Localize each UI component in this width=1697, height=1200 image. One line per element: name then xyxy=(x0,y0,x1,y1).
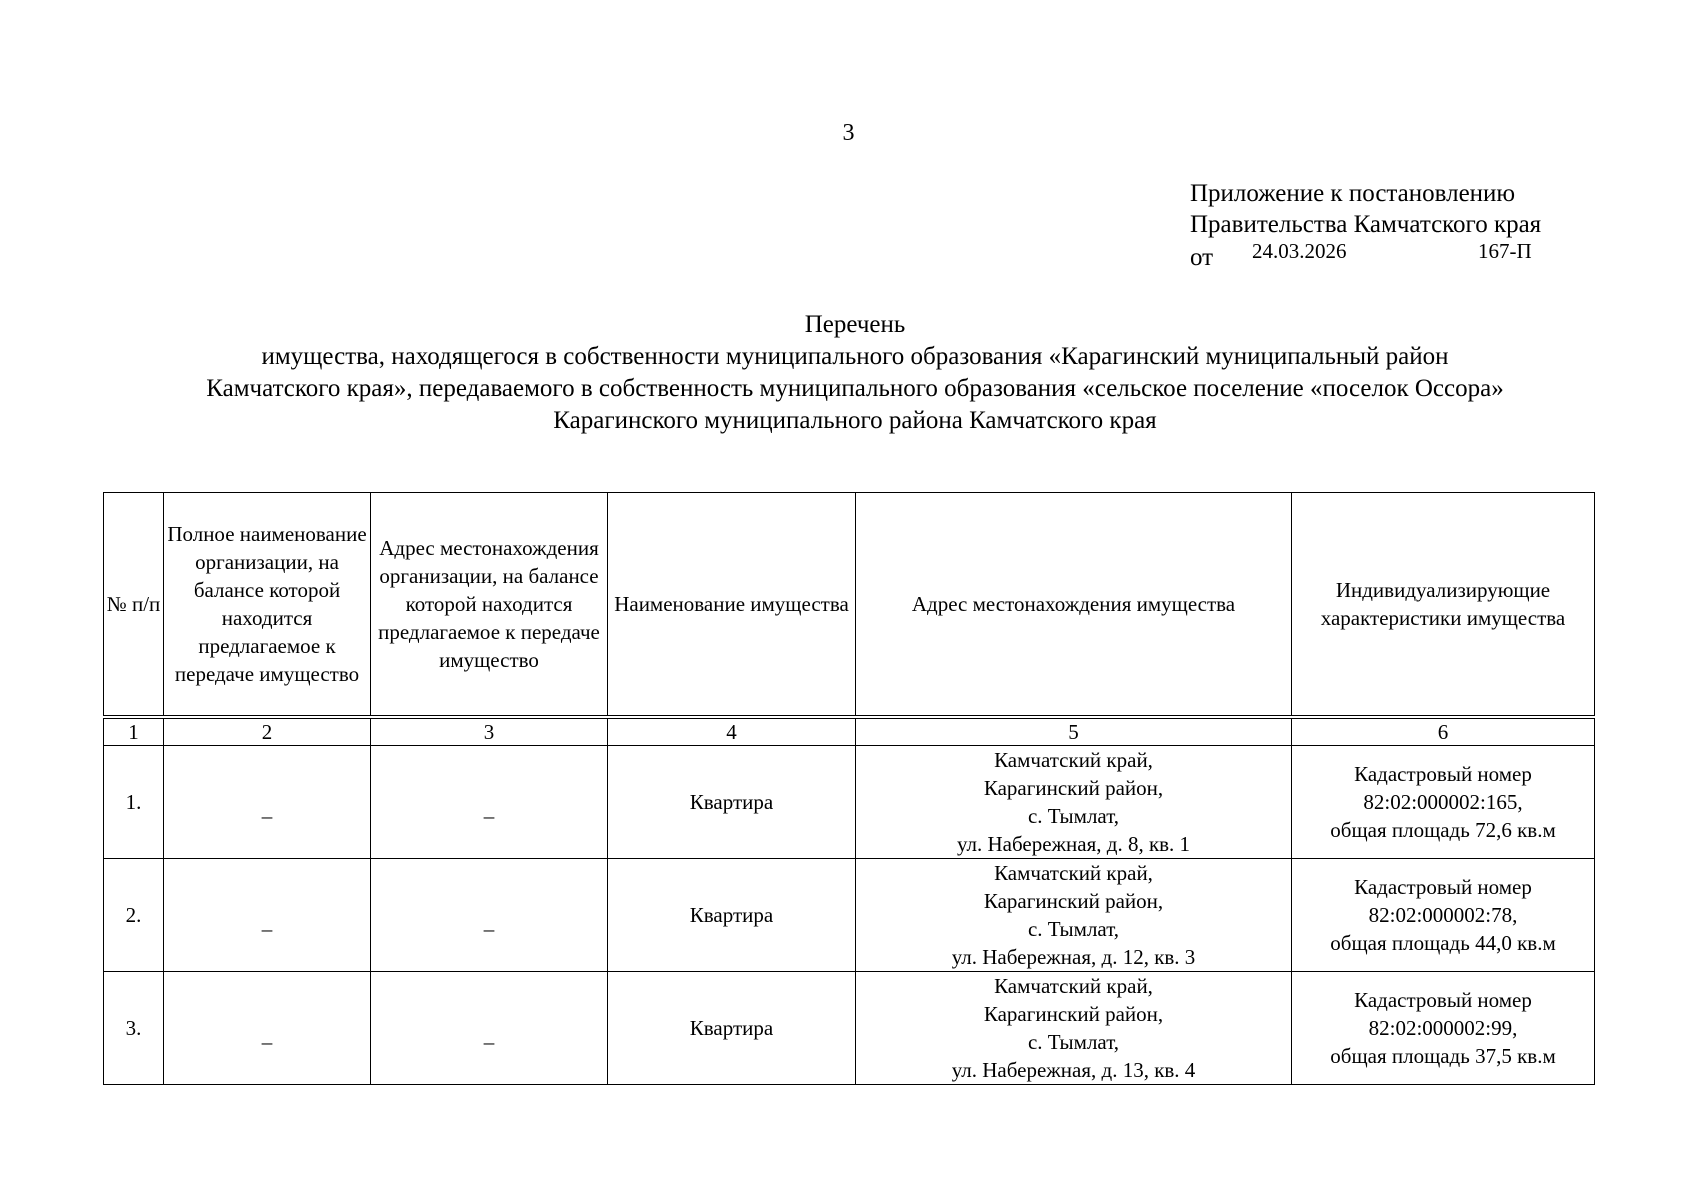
row-organization-address: _ xyxy=(371,972,608,1085)
header-number: № п/п xyxy=(104,493,164,718)
appendix-block xyxy=(1190,178,1541,270)
row-organization-address: _ xyxy=(371,746,608,859)
header-property-name: Наименование имущества xyxy=(608,493,856,718)
column-number: 1 xyxy=(104,717,164,746)
row-characteristics: Кадастровый номер 82:02:000002:78, общая площадь 44,0 кв.м xyxy=(1292,859,1595,972)
heading-line-1: имущества, находящегося в собственности муниципального образования «Карагинский муниципальный район xyxy=(261,343,1449,370)
table-row xyxy=(104,746,1595,859)
row-property-address: Камчатский край, Карагинский район, с. Тымлат, ул. Набережная, д. 12, кв. 3 xyxy=(856,859,1292,972)
appendix-line-2: Правительства Камчатского края xyxy=(1190,211,1542,238)
document-heading xyxy=(60,309,1650,437)
header-organization: Полное наименование организации, на балансе которой находится предлагаемое к передаче имущество xyxy=(164,493,371,718)
heading-line-3: Карагинского муниципального района Камчатского края xyxy=(553,407,1157,434)
resolution-date: 24.03.2026 xyxy=(1252,239,1347,263)
row-organization: _ xyxy=(164,972,371,1085)
row-characteristics: Кадастровый номер 82:02:000002:99, общая площадь 37,5 кв.м xyxy=(1292,972,1595,1085)
column-number-row xyxy=(104,717,1595,746)
row-property-name: Квартира xyxy=(608,972,856,1085)
row-number: 2. xyxy=(104,859,164,972)
row-property-name: Квартира xyxy=(608,746,856,859)
row-property-address: Камчатский край, Карагинский район, с. Тымлат, ул. Набережная, д. 8, кв. 1 xyxy=(856,746,1292,859)
row-property-name: Квартира xyxy=(608,859,856,972)
table-row xyxy=(104,859,1595,972)
table-row xyxy=(104,972,1595,1085)
row-organization-address: _ xyxy=(371,859,608,972)
row-organization: _ xyxy=(164,859,371,972)
header-characteristics: Индивидуализирующие характеристики имущества xyxy=(1292,493,1595,718)
row-number: 1. xyxy=(104,746,164,859)
row-characteristics: Кадастровый номер 82:02:000002:165, общая площадь 72,6 кв.м xyxy=(1292,746,1595,859)
appendix-date-line xyxy=(1190,240,1541,270)
from-label: от xyxy=(1190,244,1214,271)
header-organization-address: Адрес местонахождения организации, на балансе которой находится предлагаемое к передаче имущество xyxy=(371,493,608,718)
row-property-address: Камчатский край, Карагинский район, с. Тымлат, ул. Набережная, д. 13, кв. 4 xyxy=(856,972,1292,1085)
table-header-row xyxy=(104,493,1595,718)
property-table xyxy=(103,492,1595,1085)
heading-line-2: Камчатского края», передаваемого в собственность муниципального образования «сельское поселение «поселок Оссора» xyxy=(206,375,1504,402)
column-number: 4 xyxy=(608,717,856,746)
heading-title: Перечень xyxy=(804,311,906,338)
resolution-number: 167-П xyxy=(1478,239,1532,263)
column-number: 5 xyxy=(856,717,1292,746)
column-number: 6 xyxy=(1292,717,1595,746)
column-number: 2 xyxy=(164,717,371,746)
row-number: 3. xyxy=(104,972,164,1085)
page-number: 3 xyxy=(842,120,855,146)
row-organization: _ xyxy=(164,746,371,859)
header-property-address: Адрес местонахождения имущества xyxy=(856,493,1292,718)
appendix-line-1: Приложение к постановлению xyxy=(1190,180,1516,207)
column-number: 3 xyxy=(371,717,608,746)
